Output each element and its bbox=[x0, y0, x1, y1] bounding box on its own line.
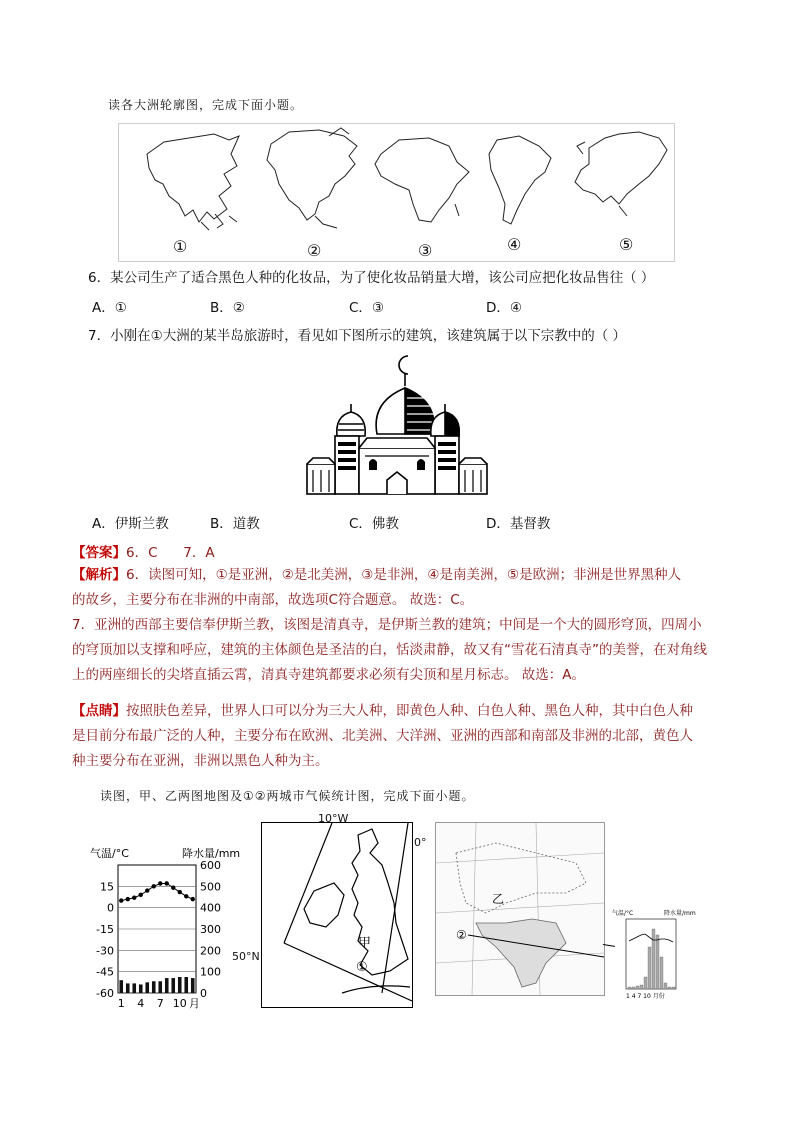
precip-bar bbox=[165, 978, 169, 993]
mosque-illustration bbox=[305, 352, 489, 496]
precip-tick-label: 300 bbox=[200, 923, 221, 936]
label-4: ④ bbox=[507, 235, 522, 254]
temp-tick-label: -15 bbox=[96, 923, 114, 936]
africa-outline bbox=[375, 138, 469, 222]
intro-text-2: 读图，甲、乙两图地图及①②两城市气候统计图，完成下面小题。 bbox=[100, 789, 475, 803]
intro-text-1: 读各大洲轮廓图，完成下面小题。 bbox=[108, 98, 304, 112]
month-tick-label: 7 bbox=[156, 997, 164, 1010]
question-7-option-c: C．佛教 bbox=[349, 516, 399, 532]
precip-bar bbox=[145, 982, 149, 993]
label-5: ⑤ bbox=[619, 235, 634, 254]
month-unit-label: 月 bbox=[188, 997, 200, 1010]
question-7-option-a: A．伊斯兰教 bbox=[92, 516, 169, 532]
label-1: ① bbox=[173, 237, 188, 256]
analysis-line-2: 的故乡，主要分布在非洲的中南部，故选项C符合题意。 故选：C。 bbox=[72, 592, 474, 608]
month-tick-label: 10 bbox=[172, 997, 187, 1010]
temp-point bbox=[132, 896, 136, 900]
month-ticks-2: 1 4 7 10 月份 bbox=[626, 993, 665, 1000]
question-7-stem: 7．小刚在①大洲的某半岛旅游时，看见如下图所示的建筑，该建筑属于以下宗教中的（ ） bbox=[88, 328, 626, 344]
analysis-line-3: 7．亚洲的西部主要信奉伊斯兰教，该图是清真寺，是伊斯兰教的建筑；中间是一个大的圆形穹顶，四周小 bbox=[72, 617, 702, 633]
question-6-stem: 6．某公司生产了适合黑色人种的化妆品，为了使化妆品销量大增，该公司应把化妆品售往（ ） bbox=[88, 270, 655, 286]
map-yi bbox=[435, 822, 605, 996]
question-7-option-d: D．基督教 bbox=[486, 516, 551, 532]
lon-label-0: 0° bbox=[414, 836, 427, 849]
precip-bar bbox=[139, 984, 143, 993]
temp-point bbox=[178, 890, 182, 894]
precip-bar bbox=[184, 977, 188, 993]
temp-point bbox=[152, 884, 156, 888]
analysis-line-4: 的穹顶加以支撑和呼应，建筑的主体颜色是圣洁的白，恬淡肃静，故又有“雪花石清真寺”的美誉，在对角线 bbox=[72, 642, 707, 658]
question-6-option-b: B．② bbox=[210, 300, 245, 316]
temp-tick-label: 0 bbox=[107, 901, 114, 915]
city-label-1: ① bbox=[356, 960, 368, 975]
lon-label-10w: 10°W bbox=[318, 812, 349, 825]
label-3: ③ bbox=[418, 241, 433, 260]
temp-point bbox=[145, 888, 149, 892]
comment-line-1: 按照肤色差异，世界人口可以分为三大人种，即黄色人种、白色人种、黑色人种，其中白色人种 bbox=[126, 703, 693, 719]
analysis-tag: 【解析】 bbox=[72, 567, 126, 583]
region-label-yi: 乙 bbox=[492, 892, 505, 906]
continents-figure bbox=[118, 123, 675, 262]
month-tick-label: 4 bbox=[137, 997, 145, 1010]
comment-tag: 【点睛】 bbox=[72, 703, 126, 719]
month-tick-label: 1 bbox=[117, 997, 125, 1010]
temp-axis-label: 气温/°C bbox=[90, 847, 129, 860]
temp-point bbox=[191, 897, 195, 901]
analysis-line-1: 6．读图可知，①是亚洲，②是北美洲，③是非洲，④是南美洲，⑤是欧洲；非洲是世界黑种人 bbox=[126, 567, 682, 583]
precip-bar bbox=[178, 977, 182, 993]
temp-point bbox=[119, 898, 123, 902]
analysis-line-5: 上的两座细长的尖塔直插云霄，清真寺建筑都要求必须有尖顶和星月标志。 故选：A。 bbox=[72, 667, 586, 683]
temp-tick-label: -30 bbox=[96, 944, 114, 958]
north-america-outline bbox=[267, 130, 357, 220]
precip-bar bbox=[132, 983, 136, 993]
temp-point bbox=[158, 881, 162, 885]
temp-axis-label-2: 气温/°C bbox=[612, 910, 634, 917]
label-2: ② bbox=[307, 241, 322, 260]
europe-outline bbox=[575, 132, 667, 204]
comment-block bbox=[72, 699, 722, 774]
comment-line-2: 是目前分布最广泛的人种，主要分布在欧洲、北美洲、大洋洲、亚洲的西部和南部及非洲的北部，黄色人 bbox=[72, 728, 693, 744]
precip-bar bbox=[171, 978, 175, 993]
map-jia bbox=[261, 822, 413, 1008]
temp-point bbox=[139, 893, 143, 897]
city-label-2: ② bbox=[456, 928, 467, 942]
answer-block bbox=[72, 541, 215, 561]
temp-tick-label: -45 bbox=[96, 965, 114, 979]
temp-point bbox=[165, 881, 169, 885]
lat-label-50n: 50°N bbox=[232, 950, 260, 963]
precip-tick-label: 100 bbox=[200, 965, 221, 979]
precip-tick-label: 0 bbox=[200, 987, 207, 1000]
precip-tick-label: 200 bbox=[200, 944, 221, 958]
precip-bar bbox=[126, 983, 130, 993]
answer-text: 6．C 7．A bbox=[126, 545, 215, 561]
asia-outline bbox=[147, 134, 239, 222]
answer-tag: 【答案】 bbox=[72, 545, 126, 561]
climate-chart-2 bbox=[612, 907, 696, 1001]
question-6-option-c: C．③ bbox=[349, 300, 385, 316]
comment-line-3: 种主要分布在亚洲，非洲以黑色人种为主。 bbox=[72, 753, 329, 769]
precip-tick-label: 600 bbox=[200, 859, 221, 872]
precip-bar bbox=[158, 981, 162, 993]
precip-bar bbox=[152, 981, 156, 993]
precip-bar bbox=[191, 978, 195, 993]
south-america-outline bbox=[489, 136, 551, 224]
precip-tick-label: 500 bbox=[200, 880, 221, 894]
region-label-jia: 甲 bbox=[358, 936, 372, 951]
temp-point bbox=[126, 897, 130, 901]
precip-tick-label: 400 bbox=[200, 901, 221, 915]
climate-chart-1 bbox=[88, 843, 250, 1011]
precip-axis-label: 降水量/mm bbox=[182, 847, 241, 860]
precip-axis-label-2: 降水量/mm bbox=[664, 910, 696, 917]
temp-tick-label: 15 bbox=[100, 880, 114, 894]
temp-tick-label: -60 bbox=[96, 987, 114, 1000]
question-7-option-b: B．道教 bbox=[210, 516, 260, 532]
temp-point bbox=[171, 886, 175, 890]
question-6-option-d: D．④ bbox=[486, 300, 522, 316]
question-6-option-a: A．① bbox=[92, 300, 127, 316]
analysis-block bbox=[72, 563, 722, 688]
precip-bar bbox=[119, 980, 123, 993]
temp-point bbox=[184, 894, 188, 898]
